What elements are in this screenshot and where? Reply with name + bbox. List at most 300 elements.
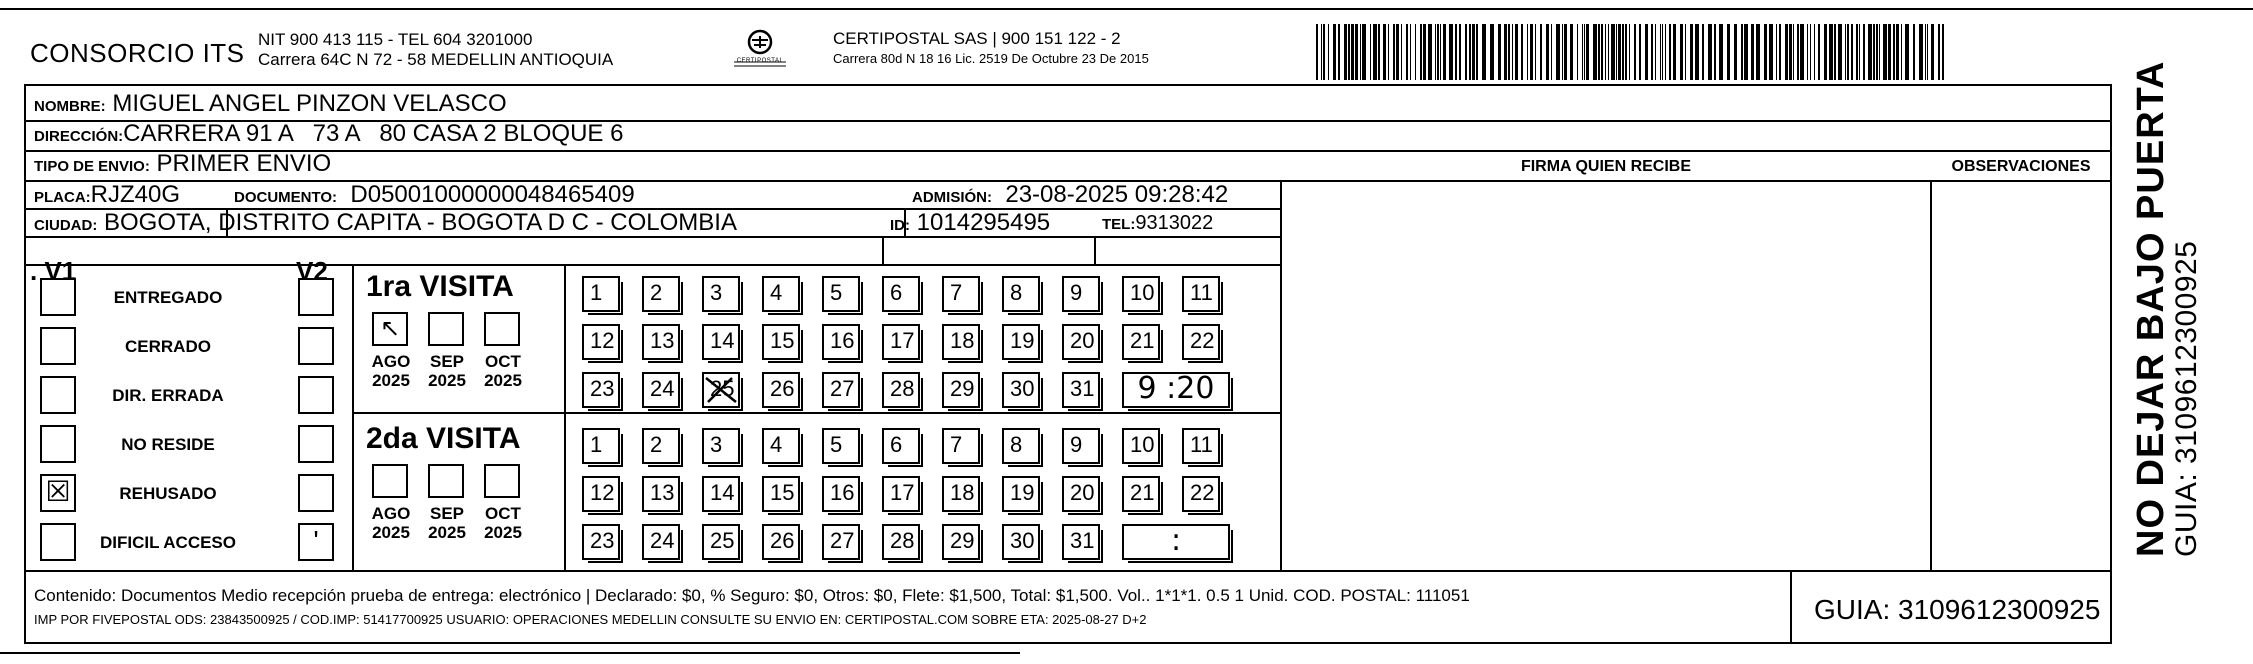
month-label bbox=[366, 504, 416, 542]
barcode-bar bbox=[1818, 24, 1820, 80]
barcode-bar bbox=[1859, 24, 1860, 80]
nombre-label: NOMBRE: bbox=[34, 98, 106, 115]
day-box: 29 bbox=[942, 372, 980, 408]
id-value: 1014295495 bbox=[916, 209, 1051, 236]
barcode-bar bbox=[1665, 24, 1666, 80]
logo-text: CERTIPOSTAL bbox=[736, 58, 784, 64]
barcode-bar bbox=[1577, 24, 1578, 80]
day-box: 5 bbox=[822, 428, 860, 464]
barcode-bar bbox=[1362, 24, 1366, 80]
ciudad-cell bbox=[34, 209, 737, 237]
barcode-bar bbox=[1515, 24, 1518, 80]
barcode-bar bbox=[1521, 24, 1523, 80]
barcode-bar bbox=[1655, 24, 1656, 80]
status-v2-checkbox bbox=[298, 327, 334, 365]
barcode-bar bbox=[1498, 24, 1501, 80]
barcode-bar bbox=[1807, 24, 1808, 80]
day-box: 3 bbox=[702, 276, 740, 312]
barcode-bar bbox=[1556, 24, 1560, 80]
barcode-bar bbox=[1834, 24, 1836, 80]
barcode-bar bbox=[1669, 24, 1671, 80]
barcode-bar bbox=[1785, 24, 1788, 80]
logo-icon bbox=[730, 26, 790, 76]
barcode-bar bbox=[1888, 24, 1891, 80]
documento-value: D05001000000048465409 bbox=[350, 181, 635, 208]
status-label: CERRADO bbox=[125, 337, 211, 356]
day-box: 27 bbox=[822, 524, 860, 560]
barcode-bar bbox=[1584, 24, 1585, 80]
barcode-bar bbox=[1396, 24, 1399, 80]
status-label: DIR. ERRADA bbox=[112, 386, 224, 405]
ciudad-value: BOGOTA, DISTRITO CAPITA - BOGOTA D C - COLOMBIA bbox=[104, 209, 737, 236]
barcode-bar bbox=[1789, 24, 1792, 80]
day-box: 12 bbox=[582, 476, 620, 512]
barcode-bar bbox=[1605, 24, 1606, 80]
barcode-bar bbox=[1570, 24, 1573, 80]
barcode-bar bbox=[1764, 24, 1767, 80]
v1-label: V1 bbox=[44, 256, 77, 286]
day-box: 2 bbox=[642, 276, 680, 312]
day-box: 11 bbox=[1182, 428, 1220, 464]
barcode-bar bbox=[1469, 24, 1471, 80]
day-box: 13 bbox=[642, 324, 680, 360]
barcode-bar bbox=[1360, 24, 1361, 80]
ciudad-label: CIUDAD: bbox=[34, 217, 98, 234]
barcode-bar bbox=[1719, 24, 1723, 80]
day-box: 28 bbox=[882, 372, 920, 408]
month-year: 2025 bbox=[484, 371, 522, 390]
barcode-bar bbox=[1639, 24, 1641, 80]
barcode-bar bbox=[1449, 24, 1453, 80]
barcode-bar bbox=[1551, 24, 1552, 80]
month-name: SEP bbox=[429, 352, 465, 371]
barcode-bar bbox=[1734, 24, 1737, 80]
barcode-bar bbox=[1601, 24, 1603, 80]
barcode-bar bbox=[1333, 24, 1336, 80]
day-box: 25 bbox=[702, 524, 740, 560]
visit1-title: 1ra VISITA bbox=[366, 270, 514, 303]
status-v2-checkbox bbox=[298, 425, 334, 463]
barcode-bar bbox=[1428, 24, 1432, 80]
barcode-bar bbox=[1564, 24, 1567, 80]
day-box: 6 bbox=[882, 276, 920, 312]
barcode-bar bbox=[1437, 24, 1439, 80]
barcode-bar bbox=[1582, 24, 1583, 80]
top-rule bbox=[0, 8, 2253, 10]
day-box: 17 bbox=[882, 324, 920, 360]
day-box: 15 bbox=[762, 476, 800, 512]
month-checkbox: ↖ bbox=[372, 312, 408, 346]
barcode-bar bbox=[1608, 24, 1609, 80]
day-box: 31 bbox=[1062, 372, 1100, 408]
status-v2-checkbox: ' bbox=[298, 523, 334, 561]
barcode-bar bbox=[1901, 24, 1902, 80]
barcode-bar bbox=[1530, 24, 1533, 80]
barcode-bar bbox=[1727, 24, 1730, 80]
day-box: 10 bbox=[1122, 276, 1160, 312]
day-box: 22 bbox=[1182, 324, 1220, 360]
barcode-bar bbox=[1838, 24, 1842, 80]
barcode-bar bbox=[1618, 24, 1621, 80]
admision-label: ADMISIÓN: bbox=[912, 189, 992, 206]
barcode-bar bbox=[1616, 24, 1617, 80]
day-box: 25 bbox=[702, 372, 740, 408]
tel-label: TEL: bbox=[1102, 216, 1136, 233]
barcode-bar bbox=[1873, 24, 1875, 80]
day-box: 17 bbox=[882, 476, 920, 512]
id-label: ID: bbox=[890, 217, 910, 234]
company-info bbox=[258, 30, 613, 70]
divider bbox=[1280, 180, 1282, 570]
day-box: 26 bbox=[762, 372, 800, 408]
barcode-bar bbox=[1868, 24, 1872, 80]
placa-cell bbox=[34, 181, 180, 209]
barcode bbox=[1316, 24, 1948, 80]
barcode-bar bbox=[1472, 24, 1475, 80]
barcode-bar bbox=[1919, 24, 1923, 80]
day-box: 15 bbox=[762, 324, 800, 360]
day-box: 16 bbox=[822, 476, 860, 512]
month-year: 2025 bbox=[428, 371, 466, 390]
day-box: 11 bbox=[1182, 276, 1220, 312]
barcode-bar bbox=[1856, 24, 1858, 80]
barcode-bar bbox=[1586, 24, 1589, 80]
barcode-bar bbox=[1611, 24, 1615, 80]
barcode-bar bbox=[1925, 24, 1926, 80]
day-box: 18 bbox=[942, 476, 980, 512]
barcode-bar bbox=[1829, 24, 1833, 80]
barcode-bar bbox=[1702, 24, 1704, 80]
barcode-bar bbox=[1645, 24, 1648, 80]
barcode-bar bbox=[1321, 24, 1322, 80]
visit-time-box: 9 :20 bbox=[1122, 372, 1230, 408]
barcode-bar bbox=[1401, 24, 1402, 80]
shipping-form bbox=[24, 84, 2112, 644]
day-box: 14 bbox=[702, 476, 740, 512]
day-box: 21 bbox=[1122, 324, 1160, 360]
barcode-bar bbox=[1527, 24, 1528, 80]
rule bbox=[26, 570, 2110, 572]
barcode-bar bbox=[1598, 24, 1600, 80]
barcode-bar bbox=[1383, 24, 1386, 80]
day-box: 23 bbox=[582, 524, 620, 560]
barcode-bar bbox=[1490, 24, 1494, 80]
barcode-bar bbox=[1562, 24, 1563, 80]
day-box: 20 bbox=[1062, 476, 1100, 512]
day-box: 1 bbox=[582, 276, 620, 312]
guia-number: GUIA: 3109612300925 bbox=[1814, 594, 2101, 625]
day-box: 20 bbox=[1062, 324, 1100, 360]
barcode-bar bbox=[1883, 24, 1887, 80]
barcode-bar bbox=[1316, 24, 1318, 80]
day-box: 7 bbox=[942, 276, 980, 312]
barcode-bar bbox=[1323, 24, 1325, 80]
barcode-bar bbox=[1351, 24, 1354, 80]
day-box: 7 bbox=[942, 428, 980, 464]
barcode-bar bbox=[1410, 24, 1411, 80]
barcode-bar bbox=[1913, 24, 1915, 80]
divider bbox=[1094, 236, 1096, 264]
day-box: 22 bbox=[1182, 476, 1220, 512]
day-box: 5 bbox=[822, 276, 860, 312]
barcode-bar bbox=[1465, 24, 1467, 80]
day-box: 3 bbox=[702, 428, 740, 464]
day-box: 13 bbox=[642, 476, 680, 512]
barcode-bar bbox=[1373, 24, 1377, 80]
barcode-bar bbox=[1662, 24, 1663, 80]
carrier-address: Carrera 80d N 18 16 Lic. 2519 De Octubre 23 De 2015 bbox=[833, 51, 1149, 66]
barcode-bar bbox=[1344, 24, 1347, 80]
month-name: OCT bbox=[485, 504, 521, 523]
barcode-bar bbox=[1938, 24, 1940, 80]
barcode-bar bbox=[1546, 24, 1549, 80]
barcode-bar bbox=[1423, 24, 1426, 80]
rule bbox=[26, 264, 1280, 266]
placa-label: PLACA: bbox=[34, 189, 91, 206]
status-v2-checkbox bbox=[298, 474, 334, 512]
side-notice bbox=[2130, 60, 2203, 557]
day-box: 21 bbox=[1122, 476, 1160, 512]
direccion-row bbox=[34, 120, 623, 148]
month-year: 2025 bbox=[428, 523, 466, 542]
barcode-bar bbox=[1443, 24, 1446, 80]
day-box: 30 bbox=[1002, 524, 1040, 560]
day-box: 18 bbox=[942, 324, 980, 360]
side-guia: GUIA: 3109612300925 bbox=[2170, 240, 2203, 557]
barcode-bar bbox=[1863, 24, 1865, 80]
barcode-bar bbox=[1328, 24, 1329, 80]
day-box: 4 bbox=[762, 428, 800, 464]
imp-line: IMP POR FIVEPOSTAL ODS: 23843500925 / COD.IMP: 51417700925 USUARIO: OPERACIONES MEDELLIN CONSULTE SU ENVIO EN: CERTIPOSTAL.COM SOBRE ETA: 2025-08-27 D+2 bbox=[34, 612, 1147, 627]
barcode-bar bbox=[1690, 24, 1693, 80]
day-box: 28 bbox=[882, 524, 920, 560]
month-name: AGO bbox=[371, 352, 411, 371]
day-box: 26 bbox=[762, 524, 800, 560]
barcode-bar bbox=[1540, 24, 1542, 80]
divider bbox=[564, 264, 566, 570]
day-box: 27 bbox=[822, 372, 860, 408]
barcode-bar bbox=[1660, 24, 1661, 80]
barcode-bar bbox=[1824, 24, 1827, 80]
barcode-bar bbox=[1406, 24, 1408, 80]
day-box: 2 bbox=[642, 428, 680, 464]
barcode-bar bbox=[1355, 24, 1358, 80]
day-box: 8 bbox=[1002, 428, 1040, 464]
barcode-bar bbox=[1714, 24, 1716, 80]
day-mark-icon bbox=[702, 372, 740, 408]
v2-header: V2 bbox=[296, 256, 328, 286]
barcode-bar bbox=[1741, 24, 1743, 80]
divider bbox=[1930, 180, 1932, 570]
barcode-bar bbox=[1593, 24, 1597, 80]
barcode-bar bbox=[1482, 24, 1486, 80]
month-label bbox=[422, 504, 472, 542]
month-checkbox bbox=[428, 464, 464, 498]
status-v1-checkbox: ☒ bbox=[40, 474, 76, 512]
day-box: 29 bbox=[942, 524, 980, 560]
documento-cell bbox=[234, 181, 635, 209]
day-box: 31 bbox=[1062, 524, 1100, 560]
barcode-bar bbox=[1779, 24, 1781, 80]
barcode-bar bbox=[1651, 24, 1653, 80]
barcode-bar bbox=[1629, 24, 1630, 80]
status-label: REHUSADO bbox=[119, 484, 217, 503]
barcode-bar bbox=[1893, 24, 1895, 80]
day-box: 19 bbox=[1002, 476, 1040, 512]
month-label bbox=[478, 352, 528, 390]
barcode-bar bbox=[1625, 24, 1627, 80]
divider bbox=[882, 236, 884, 264]
address-line: Carrera 64C N 72 - 58 MEDELLIN ANTIOQUIA bbox=[258, 50, 614, 69]
barcode-bar bbox=[1695, 24, 1699, 80]
month-label bbox=[478, 504, 528, 542]
month-year: 2025 bbox=[484, 523, 522, 542]
barcode-bar bbox=[1685, 24, 1686, 80]
contenido-line: Contenido: Documentos Medio recepción prueba de entrega: electrónico | Declarado: $0, % Seguro: $0, Otros: $0, Flete: $1,500, Total: $1,500. Vol.. 1*1*1. 0.5 1 Unid. COD. POSTAL: 111051 bbox=[34, 586, 1470, 605]
month-label bbox=[422, 352, 472, 390]
month-name: AGO bbox=[371, 504, 411, 523]
day-box: 24 bbox=[642, 524, 680, 560]
barcode-bar bbox=[1415, 24, 1416, 80]
firma-header: FIRMA QUIEN RECIBE bbox=[1520, 158, 1692, 175]
barcode-bar bbox=[1512, 24, 1513, 80]
divider bbox=[352, 264, 354, 570]
month-year: 2025 bbox=[372, 371, 410, 390]
barcode-bar bbox=[1388, 24, 1389, 80]
day-box: 30 bbox=[1002, 372, 1040, 408]
barcode-bar bbox=[1847, 24, 1849, 80]
carrier-line: CERTIPOSTAL SAS | 900 151 122 - 2 bbox=[833, 29, 1121, 48]
barcode-bar bbox=[1622, 24, 1624, 80]
barcode-bar bbox=[1338, 24, 1340, 80]
rule bbox=[352, 412, 1280, 414]
barcode-bar bbox=[1708, 24, 1712, 80]
day-box: 24 bbox=[642, 372, 680, 408]
barcode-bar bbox=[1440, 24, 1441, 80]
day-box: 23 bbox=[582, 372, 620, 408]
status-v2-checkbox bbox=[298, 278, 334, 316]
tipo-row bbox=[34, 150, 331, 178]
visit2-title: 2da VISITA bbox=[366, 422, 521, 455]
month-year: 2025 bbox=[372, 523, 410, 542]
barcode-bar bbox=[1476, 24, 1478, 80]
admision-cell bbox=[912, 181, 1228, 209]
day-box: 14 bbox=[702, 324, 740, 360]
barcode-bar bbox=[1942, 24, 1944, 80]
month-checkbox bbox=[484, 312, 520, 346]
barcode-bar bbox=[1927, 24, 1928, 80]
day-box: 19 bbox=[1002, 324, 1040, 360]
month-checkbox bbox=[484, 464, 520, 498]
barcode-bar bbox=[1378, 24, 1380, 80]
nit-line: NIT 900 413 115 - TEL 604 3201000 bbox=[258, 30, 533, 49]
day-box: 10 bbox=[1122, 428, 1160, 464]
barcode-bar bbox=[1634, 24, 1636, 80]
barcode-bar bbox=[1455, 24, 1457, 80]
barcode-bar bbox=[1393, 24, 1395, 80]
barcode-bar bbox=[1348, 24, 1350, 80]
day-box: 4 bbox=[762, 276, 800, 312]
barcode-bar bbox=[1756, 24, 1760, 80]
barcode-bar bbox=[1673, 24, 1676, 80]
placa-value: RJZ40G bbox=[90, 181, 181, 208]
tel-value: 9313022 bbox=[1135, 212, 1214, 234]
barcode-bar bbox=[1769, 24, 1773, 80]
month-name: OCT bbox=[485, 352, 521, 371]
barcode-bar bbox=[1420, 24, 1422, 80]
month-checkbox bbox=[372, 464, 408, 498]
side-warning: NO DEJAR BAJO PUERTA bbox=[2130, 60, 2172, 557]
barcode-bar bbox=[1535, 24, 1536, 80]
status-label: ENTREGADO bbox=[113, 288, 223, 307]
carrier-info bbox=[833, 29, 1149, 69]
barcode-graphic bbox=[1316, 24, 1948, 80]
status-label: NO RESIDE bbox=[121, 435, 215, 454]
barcode-bar bbox=[1879, 24, 1880, 80]
day-box: 12 bbox=[582, 324, 620, 360]
nombre-value: MIGUEL ANGEL PINZON VELASCO bbox=[112, 90, 507, 117]
barcode-bar bbox=[1896, 24, 1899, 80]
barcode-bar bbox=[1845, 24, 1846, 80]
month-name: SEP bbox=[429, 504, 465, 523]
visit-time-box: : bbox=[1122, 524, 1230, 560]
barcode-bar bbox=[1751, 24, 1754, 80]
company-name: CONSORCIO ITS bbox=[30, 38, 245, 68]
barcode-bar bbox=[1680, 24, 1683, 80]
day-box: 9 bbox=[1062, 276, 1100, 312]
divider bbox=[1790, 570, 1792, 644]
certipostal-logo bbox=[730, 26, 790, 76]
barcode-bar bbox=[1508, 24, 1510, 80]
day-box: 1 bbox=[582, 428, 620, 464]
tipo-label: TIPO DE ENVIO: bbox=[34, 158, 150, 175]
tipo-value: PRIMER ENVIO bbox=[156, 150, 332, 177]
barcode-bar bbox=[1931, 24, 1934, 80]
bottom-rule bbox=[0, 652, 1020, 654]
day-box: 6 bbox=[882, 428, 920, 464]
barcode-bar bbox=[1504, 24, 1507, 80]
barcode-bar bbox=[1810, 24, 1811, 80]
rule bbox=[26, 150, 2110, 152]
v1-header: . V1 bbox=[30, 256, 77, 286]
barcode-bar bbox=[1800, 24, 1804, 80]
direccion-value: CARRERA 91 A 73 A 80 CASA 2 BLOQUE 6 bbox=[123, 120, 624, 147]
nombre-row bbox=[34, 90, 507, 118]
direccion-label: DIRECCIÓN: bbox=[34, 128, 124, 145]
observaciones-header: OBSERVACIONES bbox=[1951, 158, 2091, 175]
status-v2-checkbox bbox=[298, 376, 334, 414]
day-box: 9 bbox=[1062, 428, 1100, 464]
barcode-bar bbox=[1905, 24, 1909, 80]
month-checkbox bbox=[428, 312, 464, 346]
day-box: 8 bbox=[1002, 276, 1040, 312]
barcode-bar bbox=[1370, 24, 1371, 80]
barcode-bar bbox=[1876, 24, 1878, 80]
id-cell bbox=[890, 209, 1050, 237]
month-label bbox=[366, 352, 416, 390]
barcode-bar bbox=[1797, 24, 1799, 80]
barcode-bar bbox=[1776, 24, 1777, 80]
barcode-bar bbox=[1814, 24, 1815, 80]
barcode-bar bbox=[1435, 24, 1436, 80]
day-box: 16 bbox=[822, 324, 860, 360]
admision-value: 23-08-2025 09:28:42 bbox=[1005, 181, 1229, 208]
tel-cell bbox=[1102, 212, 1213, 235]
barcode-bar bbox=[1744, 24, 1748, 80]
documento-label: DOCUMENTO: bbox=[234, 189, 338, 206]
barcode-bar bbox=[1459, 24, 1461, 80]
status-label: DIFICIL ACCESO bbox=[99, 533, 236, 552]
